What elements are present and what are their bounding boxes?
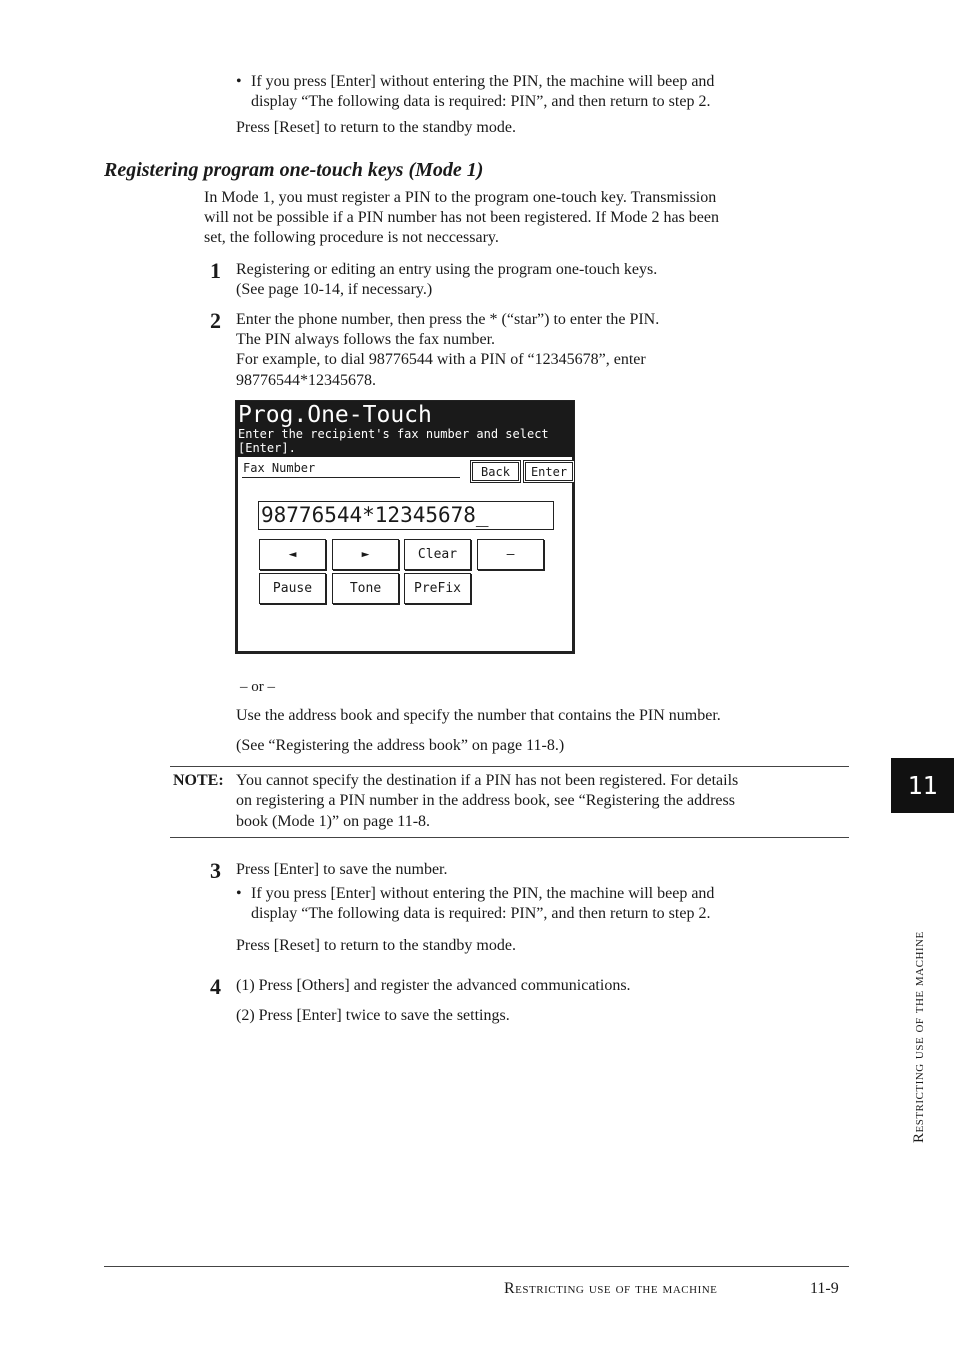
footer-page-number: 11-9 xyxy=(810,1280,839,1297)
intro-line-3: set, the following procedure is not neccessary. xyxy=(204,229,499,246)
note-line-2: on registering a PIN number in the address book, see “Registering the address xyxy=(236,792,735,809)
footer-section-title: Restricting use of the machine xyxy=(504,1280,718,1297)
fax-number-label: Fax Number xyxy=(243,461,316,475)
see-reference-text: (See “Registering the address book” on page 11-8.) xyxy=(236,737,565,754)
step-3-line-1: Press [Enter] to save the number. xyxy=(236,861,448,878)
top-bullet-line-2: display “The following data is required: PIN”, and then return to step 2. xyxy=(251,93,711,110)
cursor-left-button[interactable]: ◄ xyxy=(259,539,326,570)
address-book-text: Use the address book and specify the number that contains the PIN number. xyxy=(236,707,721,724)
top-bullet-line-1: If you press [Enter] without entering the PIN, the machine will beep and xyxy=(251,73,715,90)
hyphen-button[interactable]: – xyxy=(477,539,544,570)
step-3-reset-text: Press [Reset] to return to the standby mode. xyxy=(236,937,516,954)
step-2-line-3: For example, to dial 98776544 with a PIN of “12345678”, enter xyxy=(236,351,646,368)
prefix-button[interactable]: PreFix xyxy=(404,573,471,604)
step-2-line-2: The PIN always follows the fax number. xyxy=(236,331,496,348)
pause-button[interactable]: Pause xyxy=(259,573,326,604)
step-3-number: 3 xyxy=(210,858,221,883)
step-2-line-1: Enter the phone number, then press the * (“star”) to enter the PIN. xyxy=(236,311,660,328)
lcd-title: Prog.One-Touch xyxy=(238,402,432,428)
lcd-subtitle-line-2: [Enter]. xyxy=(238,441,296,455)
step-3-bullet-dot: • xyxy=(236,885,242,902)
step-1-line-1: Registering or editing an entry using the program one-touch keys. xyxy=(236,261,658,278)
tone-button[interactable]: Tone xyxy=(332,573,399,604)
step-4-line-1: (1) Press [Others] and register the advanced communications. xyxy=(236,977,631,994)
step-3-bullet-line-1: If you press [Enter] without entering the PIN, the machine will beep and xyxy=(251,885,715,902)
step-1-line-2: (See page 10-14, if necessary.) xyxy=(236,281,433,298)
intro-line-2: will not be possible if a PIN number has not been registered. If Mode 2 has been xyxy=(204,209,719,226)
lcd-screen xyxy=(235,400,575,654)
enter-button[interactable]: Enter xyxy=(523,460,575,483)
step-1-number: 1 xyxy=(210,258,221,283)
cursor-right-button[interactable]: ► xyxy=(332,539,399,570)
top-bullet-dot: • xyxy=(236,73,242,90)
step-3-bullet-line-2: display “The following data is required: PIN”, and then return to step 2. xyxy=(251,905,711,922)
fax-number-underline xyxy=(242,477,460,478)
step-2-line-4: 98776544*12345678. xyxy=(236,372,376,389)
chapter-side-title: Restricting use of the machine xyxy=(911,931,927,1143)
fax-number-input[interactable]: 98776544*12345678_ xyxy=(258,501,554,530)
top-reset-text: Press [Reset] to return to the standby mode. xyxy=(236,119,516,136)
chapter-tab: 11 xyxy=(891,758,954,813)
intro-line-1: In Mode 1, you must register a PIN to the program one-touch key. Transmission xyxy=(204,189,717,206)
step-2-number: 2 xyxy=(210,308,221,333)
lcd-subtitle-line-1: Enter the recipient's fax number and select xyxy=(238,427,549,441)
or-text: – or – xyxy=(240,679,275,695)
back-button[interactable]: Back xyxy=(470,460,521,483)
step-4-line-2: (2) Press [Enter] twice to save the settings. xyxy=(236,1007,510,1024)
section-heading: Registering program one-touch keys (Mode 1) xyxy=(104,159,484,181)
step-4-number: 4 xyxy=(210,974,221,999)
footer-rule xyxy=(104,1266,849,1267)
lcd-body xyxy=(236,457,574,653)
note-bottom-rule xyxy=(170,837,849,838)
clear-button[interactable]: Clear xyxy=(404,539,471,570)
lcd-header xyxy=(236,401,574,457)
note-line-1: You cannot specify the destination if a PIN has not been registered. For details xyxy=(236,772,739,789)
note-line-3: book (Mode 1)” on page 11-8. xyxy=(236,813,431,830)
note-top-rule xyxy=(170,766,849,767)
note-label: NOTE: xyxy=(173,772,224,789)
